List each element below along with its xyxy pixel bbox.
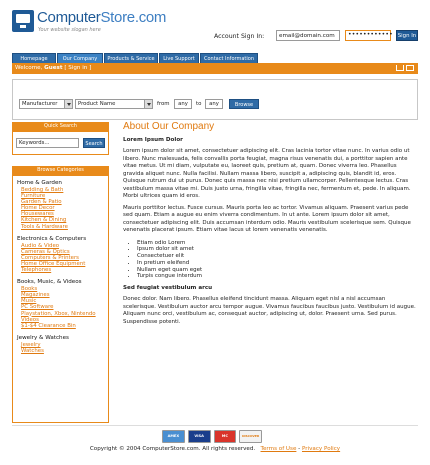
email-field[interactable]: email@domain.com bbox=[276, 30, 340, 41]
list-item: • Nullam eget quam eget bbox=[137, 267, 416, 274]
tab-live-support[interactable]: Live Support bbox=[159, 53, 199, 63]
guest-label: Guest bbox=[44, 65, 63, 71]
category-link[interactable]: Bedding & Bath bbox=[21, 187, 64, 193]
category-heading: Jewelry & Watches bbox=[17, 334, 69, 341]
category-link[interactable]: Tools & Hardware bbox=[21, 223, 68, 230]
paragraph: Lorem ipsum dolor sit amet, consectetuer adipiscing elit. Cras lacinia tortor vitae nunc. In varius odio ut libero. Nunc malesuada, felis convallis porta feugiat, magna risus venenatis dui, a porttitor sapien ante vitae metus. Ut mi diam, vulputate eu, laoreet quis, pretium at, quam. Donec viverra leo. Phasellus gravida aliquet nunc. Nulla facilisi. Nullam massa libero, suscipit a, adipiscing quis, blandit id, eros. Quisque rutrum dui ut purus. Donec quis massa nec nisi pretium ullamcorper. Pellentesque lectus. Cras vestibulum massa vitae mi. Duis justo urna, fringilla vitae, fringilla nec, fermentum et, pede. In aliquam. Morbi ultrices quam id eros. bbox=[123, 148, 411, 199]
category-heading: Home & Garden bbox=[17, 180, 62, 186]
price-to-input[interactable]: any bbox=[205, 99, 223, 109]
category-link[interactable]: Home Decor bbox=[21, 205, 55, 212]
category-group bbox=[17, 279, 104, 329]
tab-homepage[interactable]: Homepage bbox=[12, 53, 56, 63]
quick-search-box bbox=[12, 131, 109, 155]
account-sign-in-label: Account Sign In: bbox=[214, 33, 265, 40]
list-item: • In pretium eleifend bbox=[137, 260, 416, 267]
from-label: from bbox=[157, 101, 170, 107]
product-name-select[interactable]: Product Name bbox=[75, 99, 153, 109]
category-link[interactable]: Telephones bbox=[21, 267, 52, 274]
copyright-text: Copyright © 2004 ComputerStore.com. All rights reserved. bbox=[89, 446, 256, 452]
tab-products-service[interactable]: Products & Service bbox=[104, 53, 158, 63]
privacy-link[interactable]: Privacy Policy bbox=[301, 446, 341, 452]
list-item: • Ipsum dolor sit amet bbox=[137, 246, 416, 253]
cart-icon[interactable] bbox=[396, 65, 404, 71]
category-link[interactable]: Magazines bbox=[21, 292, 50, 299]
category-link[interactable]: Housewares bbox=[21, 211, 54, 218]
footer-divider bbox=[12, 425, 418, 426]
category-link[interactable]: Watches bbox=[21, 347, 44, 354]
category-link[interactable]: Playstation, Xbox, Nintendo bbox=[21, 310, 96, 317]
chevron-down-icon bbox=[64, 100, 72, 108]
chevron-down-icon bbox=[144, 100, 152, 108]
paragraph: Mauris porttitor lectus. Fusce cursus. Mauris porta leo ac tortor. Vivamus aliquam. Praesent varius pede sed quam. Etiam a augue eu enim viverra condimentum. In ut ante. Lorem ipsum dolor sit amet, consectetuer adipiscing elit. Duis accumsan interdum odio. Mauris vestibulum scelerisque sem. Quisque venenatis placerat ipsum. Etiam vitae lacus ut lorem venenatis venenatis. bbox=[123, 204, 411, 233]
category-link[interactable]: Cameras & Optics bbox=[21, 248, 70, 255]
main-nav bbox=[12, 53, 418, 63]
category-link[interactable]: Books bbox=[21, 286, 38, 293]
section-heading: Lorem Ipsum Dolor bbox=[123, 137, 183, 143]
category-link[interactable]: Home Office Equipment bbox=[21, 260, 86, 267]
category-link[interactable]: Music bbox=[21, 298, 37, 305]
welcome-sign-in-link[interactable]: [ Sign in ] bbox=[64, 65, 92, 71]
discover-card-icon: DISCOVER bbox=[239, 430, 262, 443]
mail-icon[interactable] bbox=[406, 65, 414, 71]
copyright-line bbox=[12, 446, 418, 454]
category-link[interactable]: Computers & Printers bbox=[21, 254, 79, 261]
category-heading: Electronics & Computers bbox=[17, 235, 87, 242]
password-field[interactable]: •••••••••••• bbox=[345, 30, 391, 41]
product-filter bbox=[12, 79, 418, 120]
sidebar bbox=[12, 122, 111, 426]
main-content bbox=[123, 121, 416, 421]
category-group bbox=[17, 236, 104, 273]
quick-search-title: Quick Search bbox=[12, 122, 109, 131]
welcome-text: Welcome, bbox=[15, 65, 43, 71]
monitor-icon bbox=[12, 10, 34, 32]
to-label: to bbox=[196, 101, 202, 107]
category-link[interactable]: Audio & Video bbox=[21, 242, 60, 249]
manufacturer-select[interactable]: Manufacturer bbox=[19, 99, 73, 109]
visa-card-icon: VISA bbox=[188, 430, 211, 443]
category-link[interactable]: PC Software bbox=[21, 304, 54, 311]
category-link[interactable]: Garden & Patio bbox=[21, 199, 62, 206]
tab-our-company[interactable]: Our Company bbox=[57, 53, 103, 63]
paragraph: Donec dolor. Nam libero. Phasellus eleifend tincidunt massa. Aliquam eget nisl a nisl accumsan scelerisque. Vestibulum auctor arcu tempor augue. Vivamus faucibus faucibus justo. Vestibulum id augue. Aliquam nunc orci, vestibulum ac, consequat auctor, adipiscing ut, dolor. Praesent urna. Sed purus. Suspendisse potenti. bbox=[123, 296, 416, 325]
welcome-bar bbox=[12, 63, 418, 74]
tab-contact-information[interactable]: Contact Information bbox=[200, 53, 258, 63]
terms-link[interactable]: Terms of Use bbox=[260, 446, 297, 452]
category-link[interactable]: Kitchen & Dining bbox=[21, 217, 67, 224]
payment-cards bbox=[162, 430, 262, 444]
category-link[interactable]: Furniture bbox=[21, 193, 46, 200]
list-item: • Etiam odio Lorem bbox=[137, 240, 416, 247]
browse-button[interactable]: Browse bbox=[229, 99, 259, 109]
category-link[interactable]: $1-$4 Clearance Bin bbox=[21, 322, 76, 329]
logo[interactable] bbox=[12, 8, 167, 44]
section-heading: Sed feugiat vestibulum arcu bbox=[123, 285, 213, 292]
page-title: About Our Company bbox=[123, 121, 215, 132]
category-heading: Books, Music, & Videos bbox=[17, 279, 82, 286]
category-link[interactable]: Jewelry bbox=[21, 341, 41, 348]
list-item: • Turpis congue interdum bbox=[137, 273, 416, 280]
bullet-list bbox=[123, 240, 416, 281]
logo-tagline: Your website slogan here bbox=[38, 27, 101, 33]
logo-text: ComputerStore.com bbox=[37, 9, 167, 26]
price-from-input[interactable]: any bbox=[174, 99, 192, 109]
list-item: • Consectetuer elit bbox=[137, 253, 416, 260]
category-group bbox=[17, 180, 104, 230]
search-button[interactable]: Search bbox=[83, 138, 105, 148]
category-link[interactable]: Videos bbox=[21, 316, 39, 323]
mastercard-card-icon: MC bbox=[214, 430, 237, 443]
category-list bbox=[12, 175, 109, 423]
footer-separator: - bbox=[298, 446, 301, 452]
keywords-input[interactable]: Keywords... bbox=[16, 138, 79, 148]
sign-in-button[interactable]: Sign In bbox=[396, 30, 418, 41]
category-group bbox=[17, 335, 104, 354]
amex-card-icon: AMEX bbox=[162, 430, 185, 443]
browse-categories-title: Browse Categories bbox=[12, 166, 109, 175]
